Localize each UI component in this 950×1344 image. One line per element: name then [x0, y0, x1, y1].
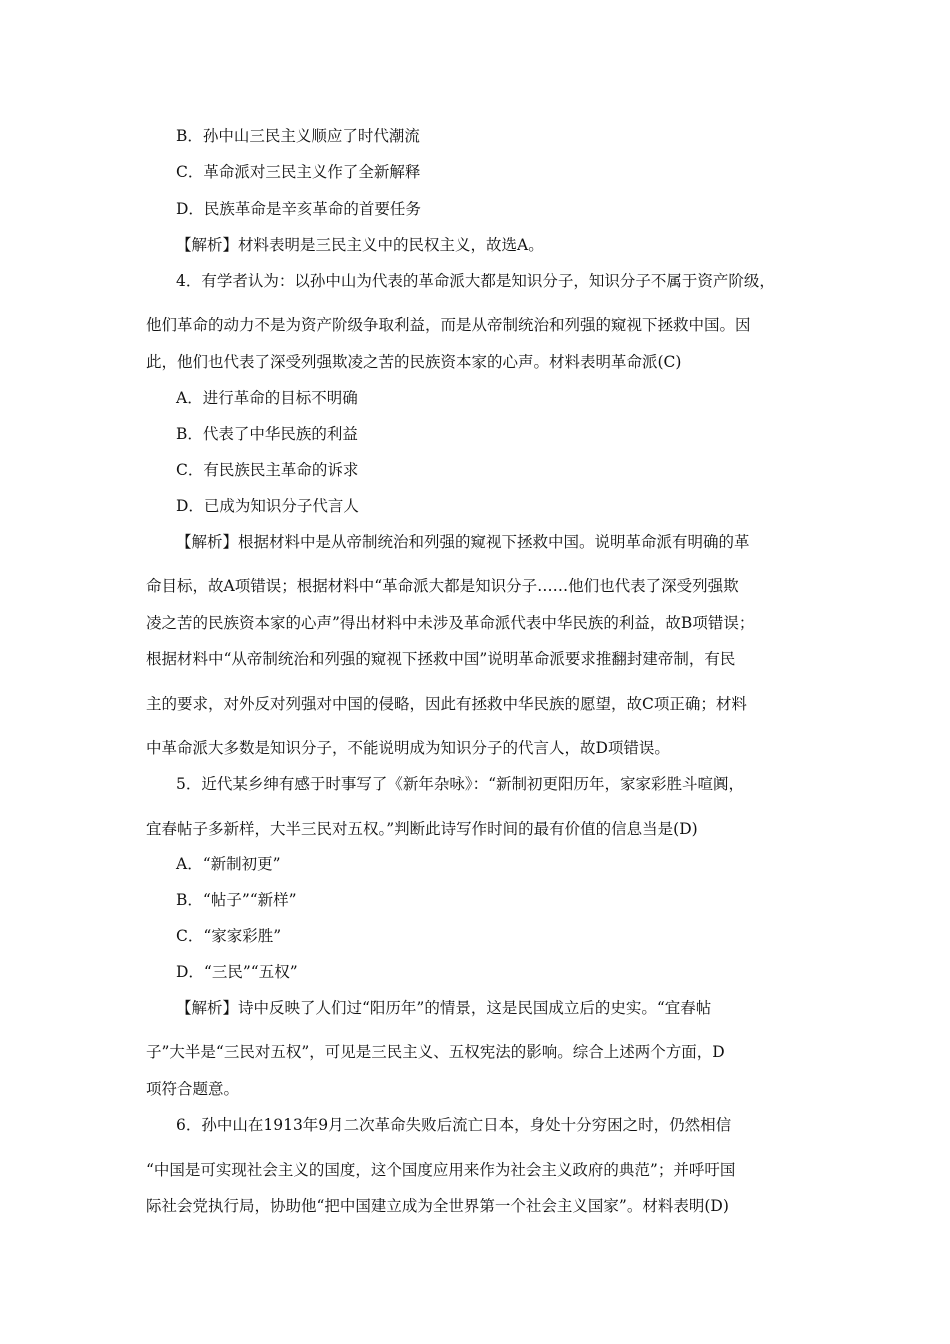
q4-option-d: D．已成为知识分子代言人 [176, 497, 359, 515]
q4-stem-line-2: 他们革命的动力不是为资产阶级争取利益，而是从帝制统治和列强的窥视下拯救中国。因 [146, 316, 751, 334]
q5-option-b: B．“帖子”“新样” [176, 891, 297, 909]
q4-option-c: C．有民族民主革命的诉求 [176, 461, 359, 479]
q6-stem-line-1: 6．孙中山在1913年9月二次革命失败后流亡日本，身处十分穷困之时，仍然相信 [176, 1116, 732, 1134]
q4-analysis-line-5: 主的要求，对外反对列强对中国的侵略，因此有拯救中华民族的愿望，故C项正确；材料 [146, 695, 747, 713]
q4-analysis-line-2: 命目标，故A项错误；根据材料中“革命派大都是知识分子……他们也代表了深受列强欺 [146, 577, 739, 595]
q5-option-d: D．“三民”“五权” [176, 963, 298, 981]
q4-analysis-line-6: 中革命派大多数是知识分子，不能说明成为知识分子的代言人，故D项错误。 [146, 739, 670, 757]
q3-option-b: B．孙中山三民主义顺应了时代潮流 [176, 127, 420, 145]
q4-analysis-line-3: 凌之苦的民族资本家的心声”得出材料中未涉及革命派代表中华民族的利益，故B项错误； [146, 614, 755, 632]
q4-analysis-line-4: 根据材料中“从帝制统治和列强的窥视下拯救中国”说明革命派要求推翻封建帝制，有民 [146, 650, 736, 668]
q5-option-c: C．“家家彩胜” [176, 927, 282, 945]
q3-option-c: C．革命派对三民主义作了全新解释 [176, 163, 421, 181]
q5-analysis-line-1: 【解析】诗中反映了人们过“阳历年”的情景，这是民国成立后的史实。“宜春帖 [176, 999, 712, 1017]
q4-option-b: B．代表了中华民族的利益 [176, 425, 358, 443]
q4-option-a: A．进行革命的目标不明确 [176, 389, 358, 407]
q3-option-d: D．民族革命是辛亥革命的首要任务 [176, 200, 421, 218]
q4-stem-line-3: 此，他们也代表了深受列强欺凌之苦的民族资本家的心声。材料表明革命派(C) [146, 353, 682, 371]
q4-stem-line-1: 4．有学者认为：以孙中山为代表的革命派大都是知识分子，知识分子不属于资产阶级， [176, 272, 775, 290]
q4-analysis-line-1: 【解析】根据材料中是从帝制统治和列强的窥视下拯救中国。说明革命派有明确的革 [176, 533, 750, 551]
q6-stem-line-2: “中国是可实现社会主义的国度，这个国度应用来作为社会主义政府的典范”；并呼吁国 [146, 1161, 736, 1179]
q5-option-a: A．“新制初更” [176, 855, 281, 873]
q5-analysis-line-3: 项符合题意。 [146, 1080, 240, 1098]
q5-analysis-line-2: 子”大半是“三民对五权”，可见是三民主义、五权宪法的影响。综合上述两个方面，D [146, 1043, 725, 1061]
q3-analysis: 【解析】材料表明是三民主义中的民权主义，故选A。 [176, 236, 544, 254]
q5-stem-line-2: 宜春帖子多新样，大半三民对五权。”判断此诗写作时间的最有价值的信息当是(D) [146, 820, 698, 838]
q6-stem-line-3: 际社会党执行局，协助他“把中国建立成为全世界第一个社会主义国家”。材料表明(D) [146, 1197, 729, 1215]
q5-stem-line-1: 5．近代某乡绅有感于时事写了《新年杂咏》：“新制初更阳历年，家家彩胜斗喧阗， [176, 775, 745, 793]
